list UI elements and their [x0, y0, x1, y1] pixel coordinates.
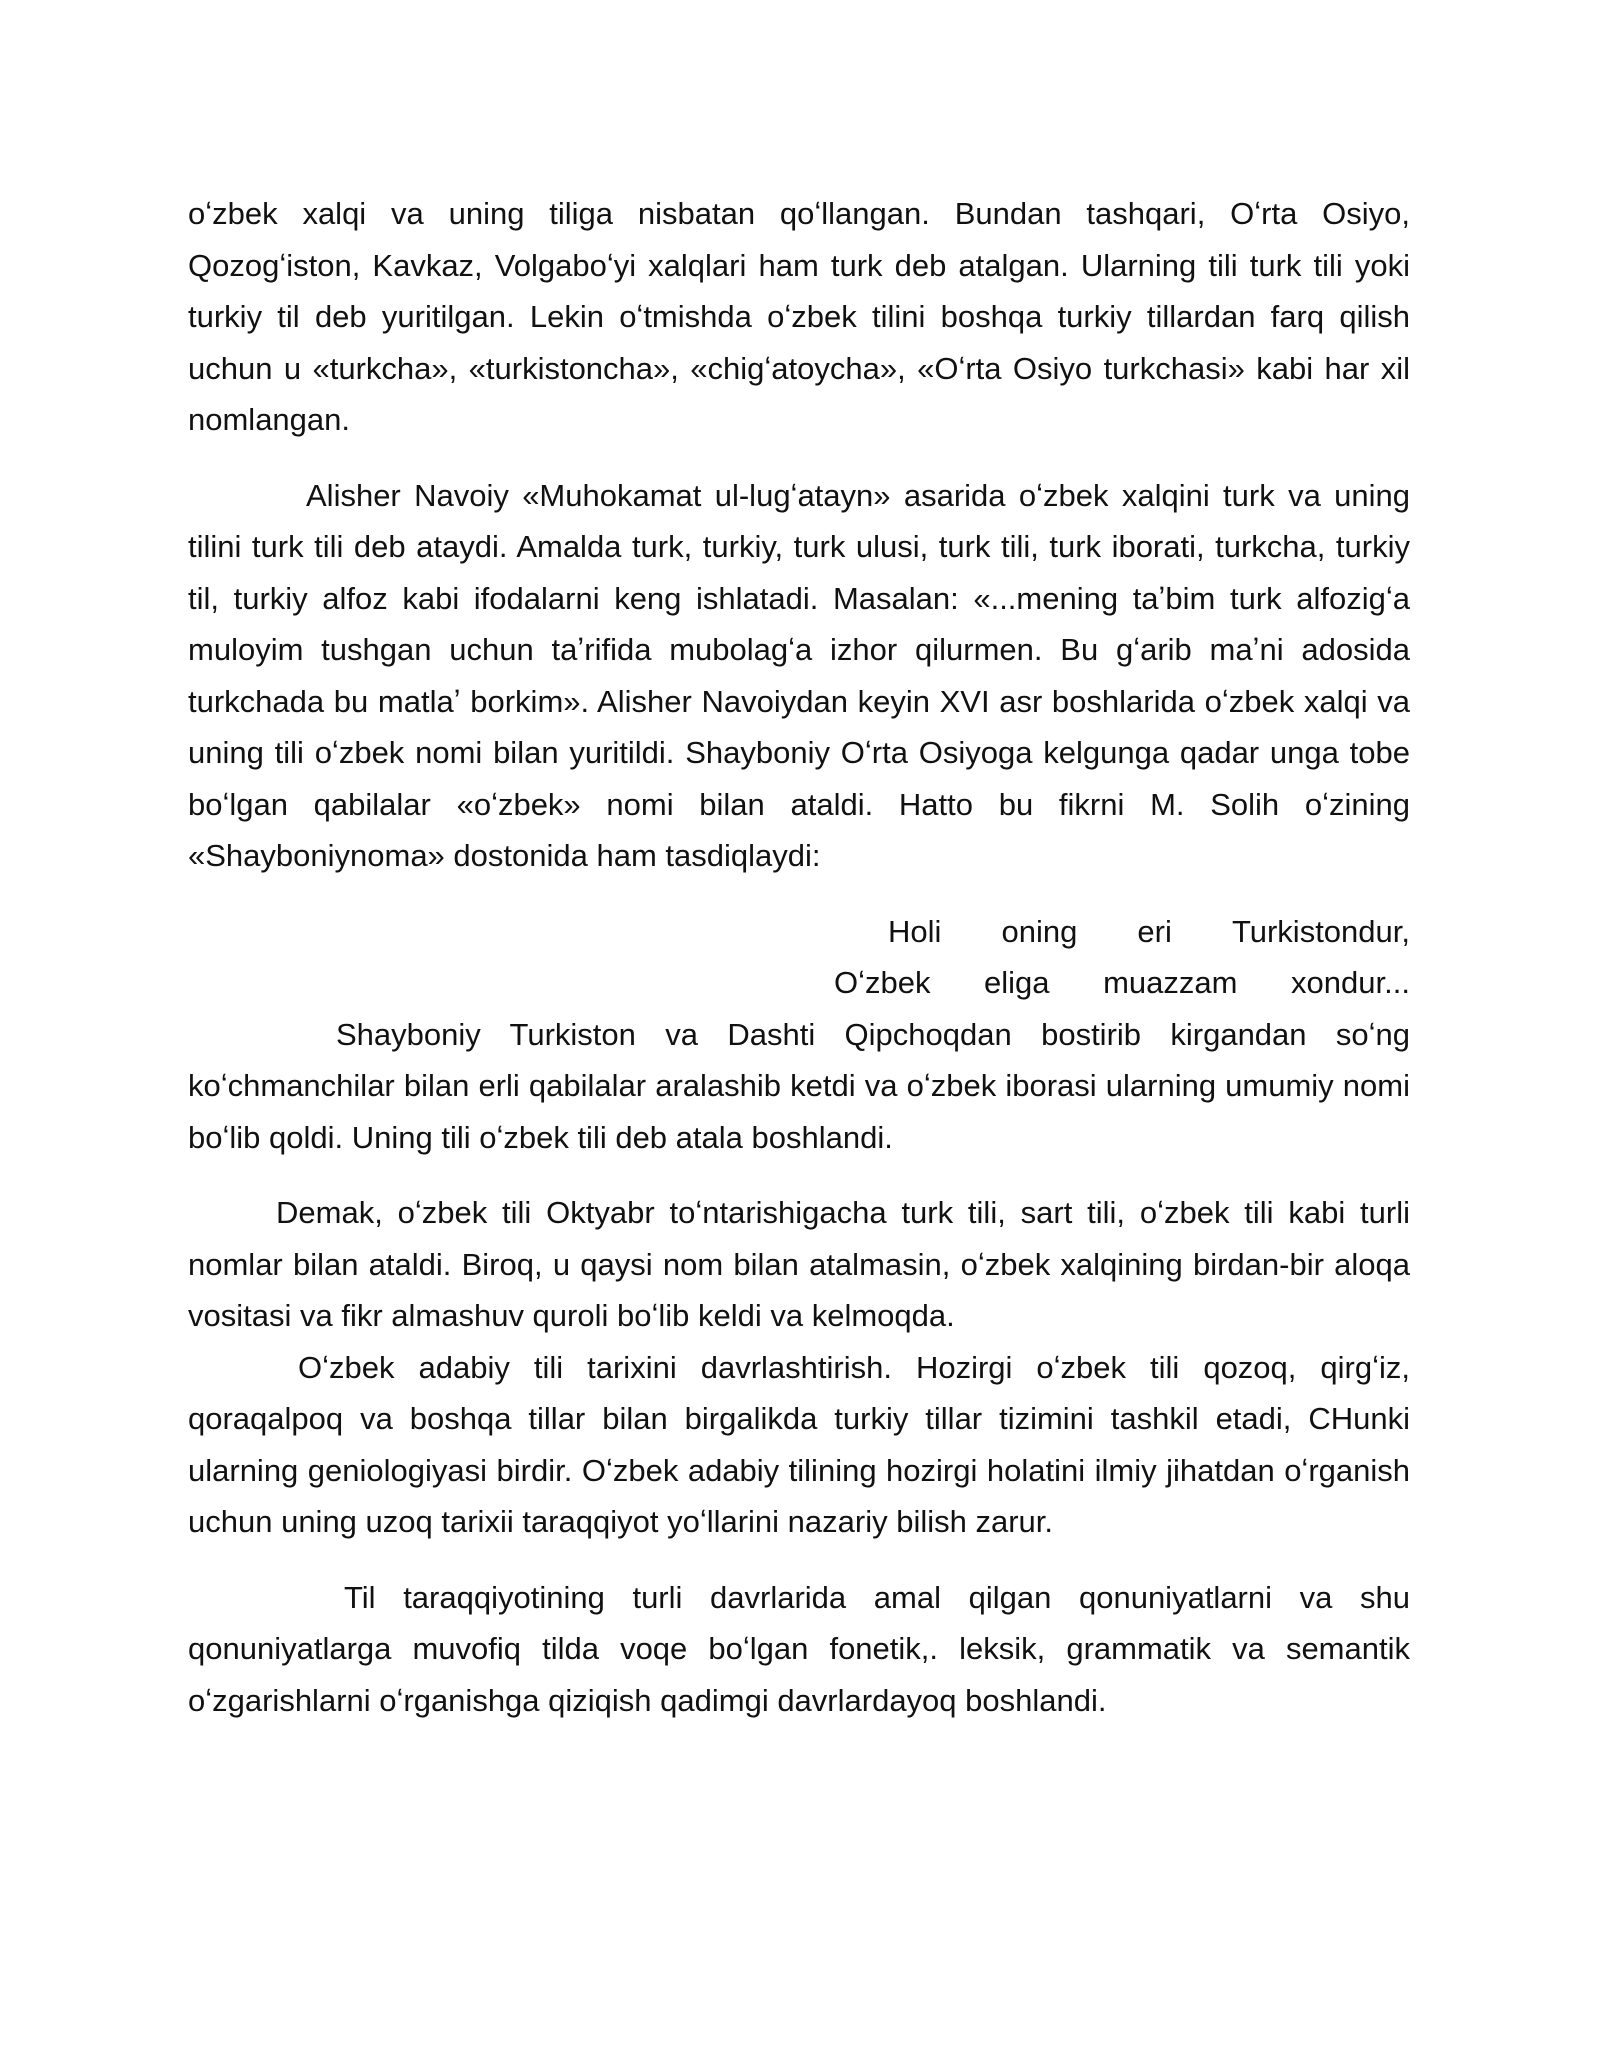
paragraph-4a: Demak, oʻzbek tili Oktyabr toʻntarishigacha turk tili, sart tili, oʻzbek tili kabi turli nomlar bilan ataldi. Biroq, u qaysi nom bilan atalmasin, oʻzbek xalqining birdan-bir aloqa vositasi va fikr almashuv quroli boʻlib keldi va kelmoqda. — [188, 1195, 1410, 1333]
verse-word: muazzam — [1103, 965, 1238, 1000]
paragraph-3: Shayboniy Turkiston va Dashti Qipchoqdan bostirib kirgandan soʻng koʻchmanchilar bilan erli qabilalar aralashib ketdi va oʻzbek iborasi ularning umumiy nomi boʻlib qoldi. Uning tili oʻzbek tili deb atala boshlandi. — [188, 1016, 1410, 1155]
verse-word: Oʻzbek — [834, 965, 931, 1000]
verse-word: eri — [1137, 913, 1172, 949]
verse-word: Holi — [888, 913, 942, 949]
document-page — [188, 188, 1410, 1726]
paragraph-4b: Oʻzbek adabiy tili tarixini davrlashtirish. Hozirgi oʻzbek tili qozoq, qirgʻiz, qoraqalpoq va boshqa tillar bilan birgalikda turkiy tillar tizimini tashkil etadi, CHunki ularning geniologiyasi birdir. Oʻzbek adabiy tilining hozirgi holatini ilmiy jihatdan oʻrganish uchun uning uzoq tarixii taraqqiyot yoʻllarini nazariy bilish zarur. — [188, 1349, 1410, 1539]
verse-word: Turkistondur, — [1231, 913, 1410, 949]
paragraph-1: oʻzbek xalqi va uning tiliga nisbatan qoʻllangan. Bundan tashqari, Oʻrta Osiyo, Qozogʻiston, Kavkaz, Volgaboʻyi xalqlari ham turk deb atalgan. Ularning tili turk tili yoki turkiy til deb yuritilgan. Lekin oʻtmishda oʻzbek tilini boshqa turkiy tillardan farq qilish uchun u «turkcha», «turkistoncha», «chigʻatoycha», «Oʻrta Osiyo turkchasi» kabi har xil nomlangan. — [188, 196, 1410, 437]
paragraph-2: Alisher Navoiy «Muhokamat ul-lugʻatayn» asarida oʻzbek xalqini turk va uning tilini turk tili deb ataydi. Amalda turk, turkiy, turk ulusi, turk tili, turk iborati, turkcha, turkiy til, turkiy alfoz kabi ifodalarni keng ishlatadi. Masalan: «...mening taʼbim turk alfozigʻa muloyim tushgan uchun taʼrifida mubolagʻa izhor qilurmen. Bu gʻarib maʼni adosida turkchada bu matlaʼ borkim». Alisher Navoiydan keyin XVI asr boshlarida oʻzbek xalqi va uning tili oʻzbek nomi bilan yuritildi. Shayboniy Oʻrta Osiyoga kelgunga qadar unga tobe boʻlgan qabilalar «oʻzbek» nomi bilan ataldi. Hatto bu fikrni M. Solih oʻzining «Shayboniynoma» dostonida ham tasdiqlaydi: — [188, 477, 1410, 873]
paragraph-5: Til taraqqiyotining turli davrlarida amal qilgan qonuniyatlarni va shu qonuniyatlarga muvofiq tilda voqe boʻlgan fonetik,. leksik, grammatik va semantik oʻzgarishlarni oʻrganishga qiziqish qadimgi davrlardayoq boshlandi. — [188, 1579, 1410, 1718]
verse-word: oning — [1001, 913, 1078, 949]
verse-quote — [188, 906, 1410, 1009]
verse-line-1 — [888, 906, 1410, 958]
verse-word: eliga — [984, 965, 1050, 1000]
verse-line-2 — [834, 957, 1410, 1009]
verse-word: xondur... — [1291, 965, 1410, 1000]
